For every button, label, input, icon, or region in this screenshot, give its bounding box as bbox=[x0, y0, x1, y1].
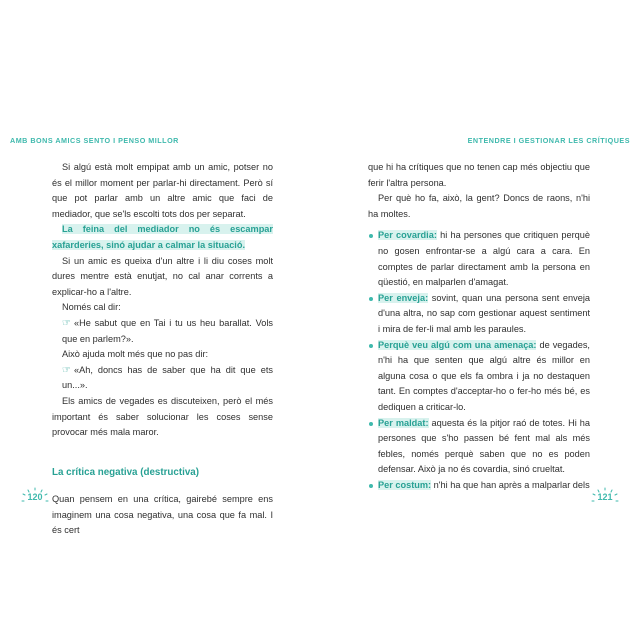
page-number-left: 120 bbox=[20, 487, 50, 507]
section-subheading: La crítica negativa (destructiva) bbox=[52, 466, 200, 478]
quote: ☞ «Ah, doncs has de saber que ha dit que ets un...». bbox=[62, 364, 273, 391]
right-body-text bbox=[368, 160, 590, 493]
list-item: Per enveja: sovint, quan una persona sent enveja d'una altra, no sap com gestionar aquest sentiment i mira de fer-li mal amb les paraules. bbox=[368, 291, 590, 338]
list-item: Per covardia: hi ha persones que critiquen perquè no gosen enfrontar-se a algú cara a cara. En comptes de parlar directament amb la persona en qüestió, en malparlen d'amagat. bbox=[368, 228, 590, 290]
page-number-right: 121 bbox=[590, 487, 620, 507]
list-item: Per maldat: aquesta és la pitjor raó de totes. Hi ha persones que s'ho passen bé fent mal als més febles, només perquè saben que no es poden defensar. Això ja no és covardia, sinó crueltat. bbox=[368, 416, 590, 478]
right-page bbox=[320, 0, 640, 640]
running-head-right: ENTENDRE I GESTIONAR LES CRÍTIQUES bbox=[467, 136, 630, 145]
quote: ☞ «He sabut que en Tai i tu us heu barallat. Vols que en parlem?». bbox=[62, 317, 273, 344]
paragraph: Això ajuda molt més que no pas dir: bbox=[62, 349, 209, 360]
paragraph: Només cal dir: bbox=[62, 302, 121, 313]
left-body-text bbox=[52, 160, 273, 539]
pointing-hand-icon: ☞ bbox=[62, 364, 71, 376]
list-item: Perquè veu algú com una amenaça: de vegades, n'hi ha que senten que algú altre és millor en alguna cosa o que els fa ombra i ja no destaquen tant. En comptes d'acceptar-ho o fer-ho més bé, es dediquen a criticar-lo. bbox=[368, 338, 590, 416]
sun-rays-icon bbox=[20, 487, 50, 507]
sun-rays-icon bbox=[590, 487, 620, 507]
paragraph: Per què ho fa, això, la gent? Doncs de raons, n'hi ha moltes. bbox=[368, 193, 590, 219]
running-head-left: AMB BONS AMICS SENTO I PENSO MILLOR bbox=[10, 136, 179, 145]
highlighted-sentence: La feina del mediador no és escampar xafarderies, sinó ajudar a calmar la situació. bbox=[52, 224, 273, 250]
list-item: Per costum: n'hi ha que han après a malparlar dels bbox=[368, 478, 590, 494]
paragraph: que hi ha crítiques que no tenen cap més objectiu que ferir l'altra persona. bbox=[368, 162, 590, 188]
pointing-hand-icon: ☞ bbox=[62, 317, 71, 329]
paragraph: Quan pensem en una crítica, gairebé sempre ens imaginem una cosa negativa, una cosa que fa mal. I és cert bbox=[52, 494, 273, 536]
reasons-list bbox=[368, 228, 590, 493]
paragraph: Si algú està molt empipat amb un amic, potser no és el millor moment per parlar-hi directament. Però sí que pot parlar amb un altre amic que faci de mediador, que se'ls escolti tots dos per separat. bbox=[52, 162, 273, 219]
paragraph: Els amics de vegades es discuteixen, però el més important és saber solucionar les coses sense provocar més mala maror. bbox=[52, 395, 273, 438]
paragraph: Si un amic es queixa d'un altre i li diu coses molt dures mentre està enutjat, no cal anar corrents a explicar-ho a l'altre. bbox=[52, 255, 273, 297]
